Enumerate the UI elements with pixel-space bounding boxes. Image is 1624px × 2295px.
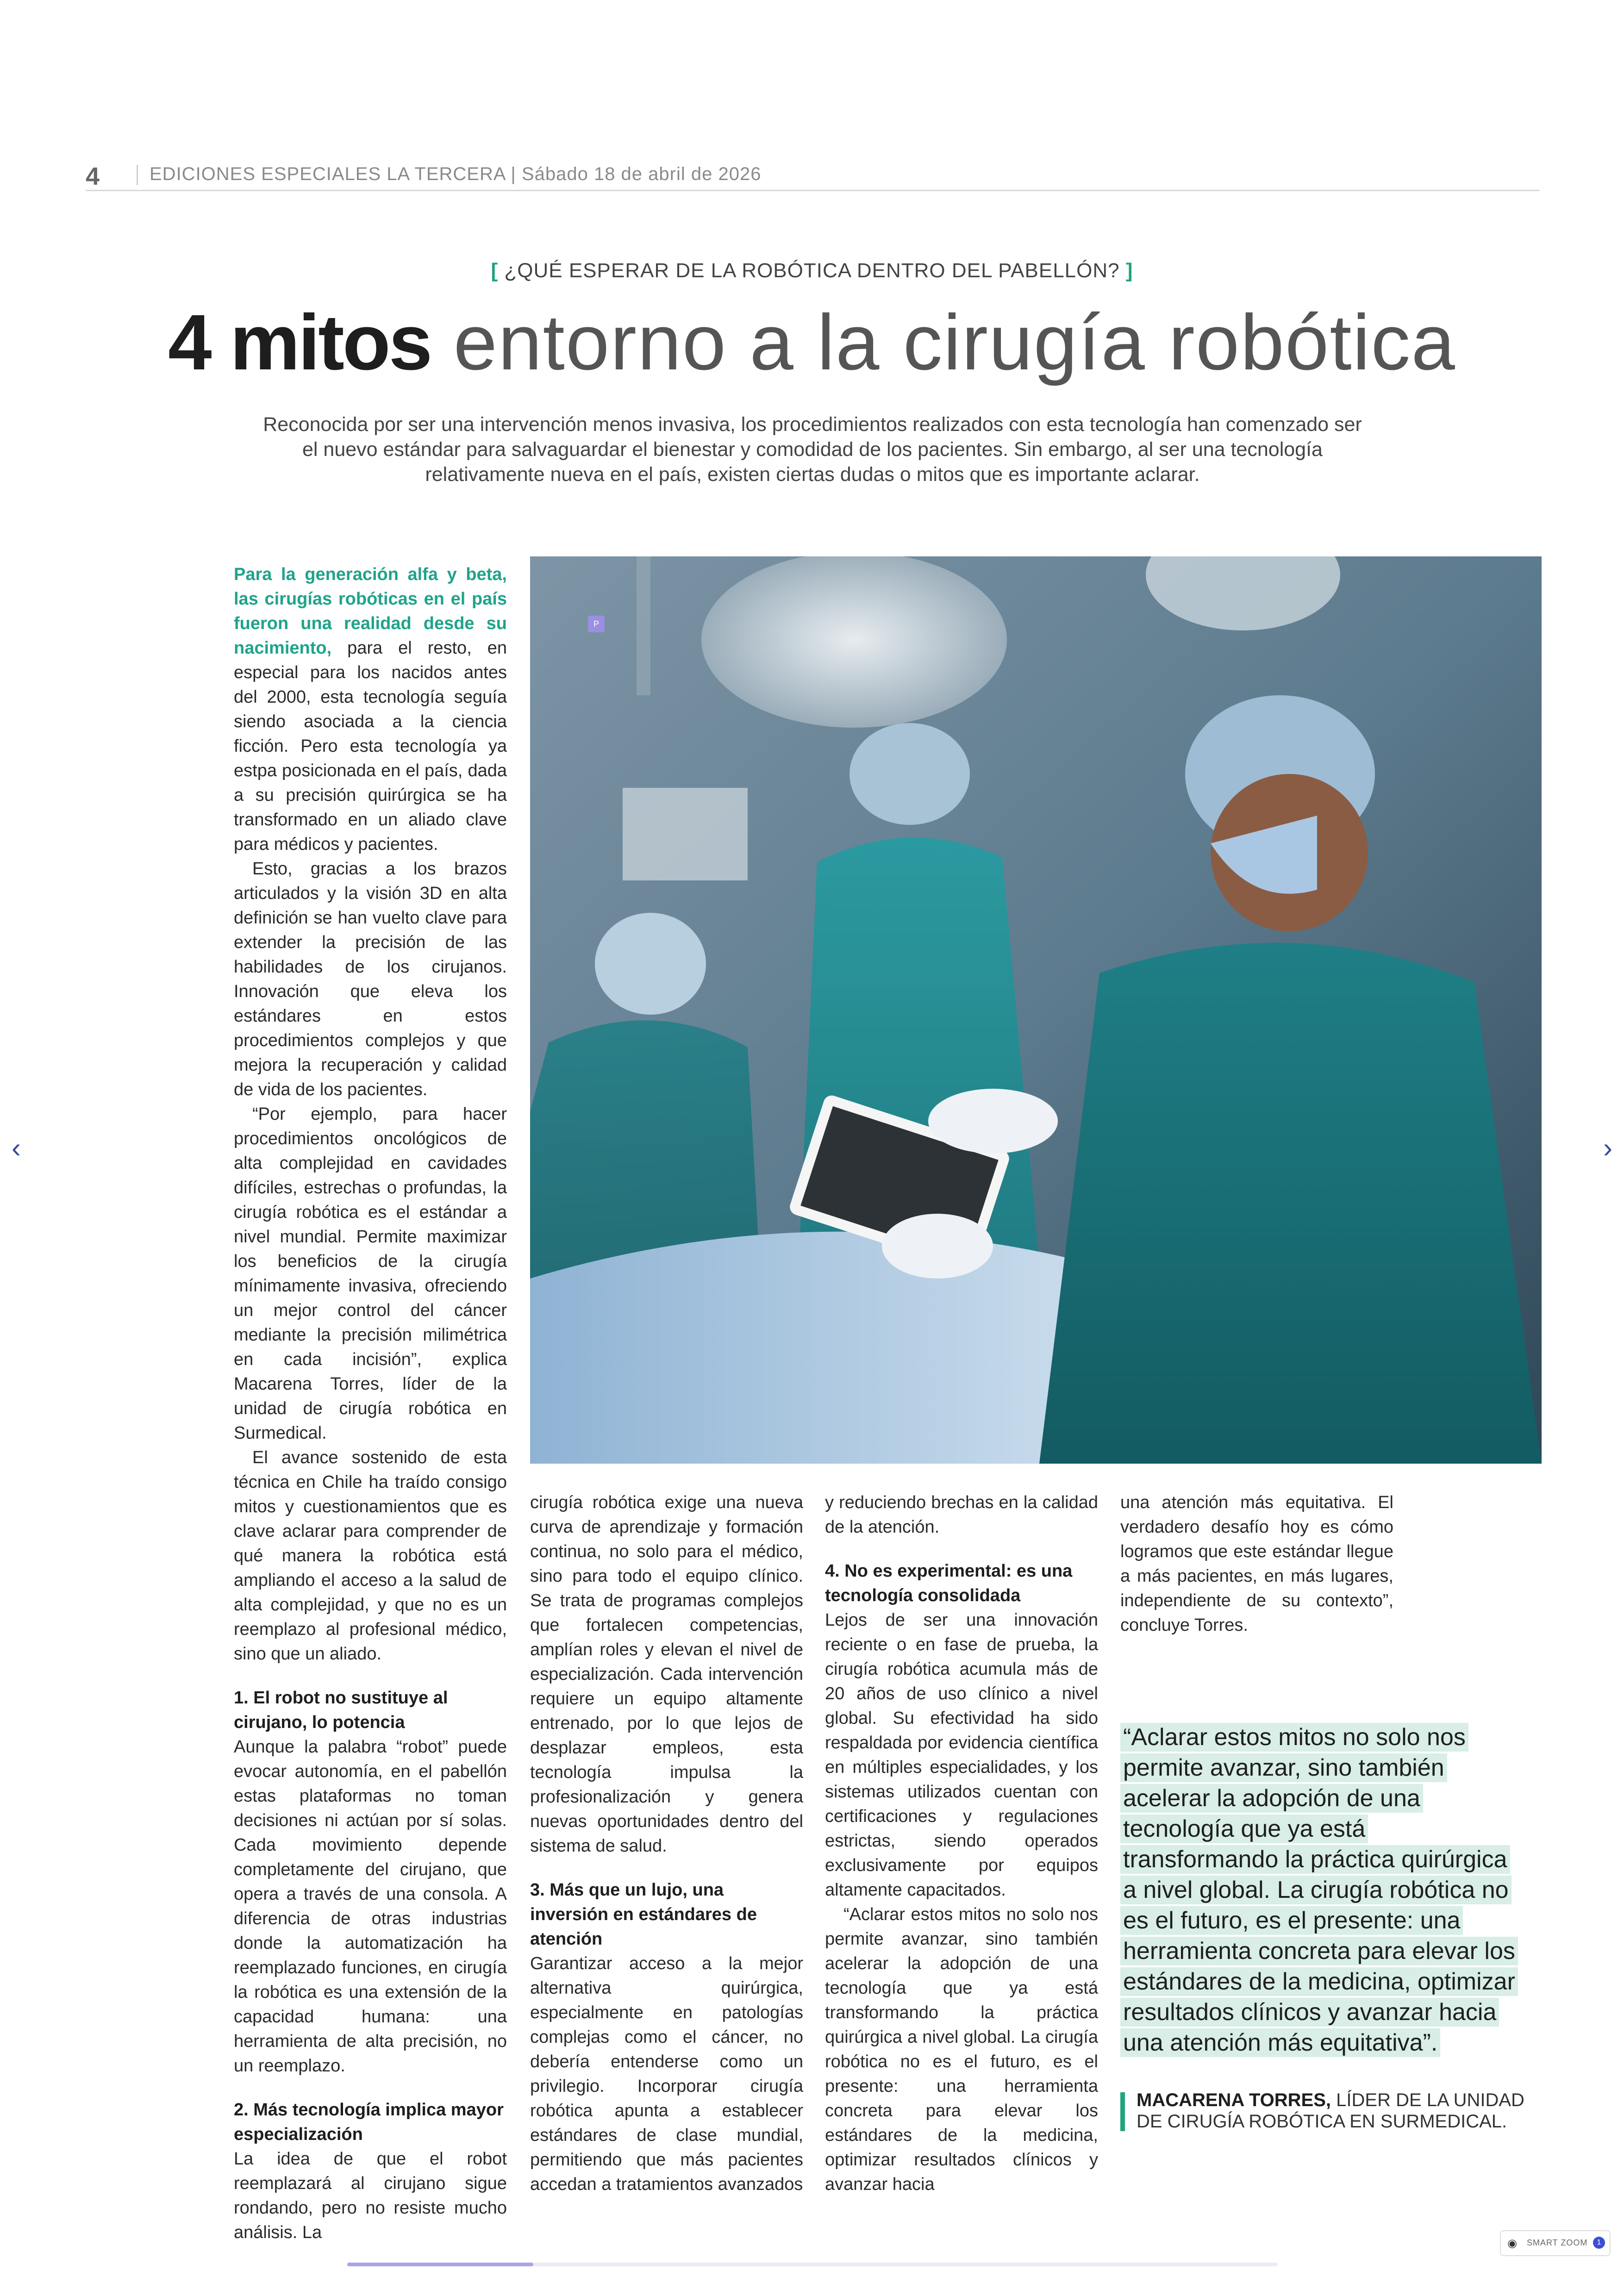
kicker-bracket-open: [ [491,259,499,282]
header-divider [137,165,138,185]
headline-light: entorno a la cirugía robótica [431,299,1456,387]
eye-icon: ◉ [1507,2237,1517,2250]
paragraph-1 [234,562,507,857]
page-progress-fill [347,2263,533,2266]
body-column-1 [234,562,507,2245]
smart-zoom-label: SMART ZOOM [1527,2238,1588,2247]
body-column-2 [530,1491,803,2197]
page-header [86,162,1539,191]
pull-quote-text: “Aclarar estos mitos no solo nos permite avanzar, sino también acelerar la adopción de una tecnología que ya está transformando la práctica quirúrgica a nivel global. La cirugía robótica no es el futuro, es el presente: una herramienta concreta para elevar los estándares de la medicina, optimizar resultados clínicos y avanzar hacia una atención más equitativa”. [1120,1723,1518,2057]
smart-zoom-button[interactable] [1500,2230,1611,2256]
headline [0,296,1624,389]
article-dek: Reconocida por ser una intervención menos invasiva, los procedimientos realizados con esta tecnología han comenzado ser el nuevo estándar para salvaguardar el bienestar y comodidad de los pacientes. Sin embargo, al ser una tecnología relativamente nueva en el país, existen ciertas dudas o mitos que es importante aclarar. [263,413,1362,486]
headline-bold: 4 mitos [168,299,431,387]
subhead-2: 2. Más tecnología implica mayor especialización [234,2100,504,2144]
lead-in: Para la generación alfa y beta, las cirugías robóticas en el país fueron una realidad desde su nacimiento, [234,565,507,658]
paragraph-9-end: una atención más equitativa. El verdadero desafío hoy es cómo logramos que este estándar llegue a más pacientes, en más lugares, independiente de su contexto”, concluye Torres. [1120,1493,1393,1635]
subhead-1: 1. El robot no sustituye al cirujano, lo potencia [234,1688,448,1732]
paragraph-8: Lejos de ser una innovación reciente o en fase de prueba, la cirugía robótica acumula más de 20 años de uso clínico a nivel global. Su efectividad ha sido respaldada por evidencia científica en múltiples especialidades, y los sistemas utilizados cuentan con certificaciones y regulaciones estrictas, siendo operados exclusivamente por equipos altamente capacitados. [825,1610,1098,1900]
paragraph-6-start: La idea de que el robot reemplazará al cirujano sigue rondando, pero no resiste mucho análisis. La [234,2149,507,2242]
body-column-4 [1120,1491,1393,1638]
quote-attribution [1137,2089,1544,2132]
quote-accent-bar [1120,2092,1125,2131]
body-column-3 [825,1491,1098,2197]
publication-line: EDICIONES ESPECIALES LA TERCERA | Sábado 18 de abril de 2026 [150,164,762,184]
page-number: 4 [86,162,100,190]
paragraph-5: Aunque la palabra “robot” puede evocar autonomía, en el pabellón estas plataformas no toman decisiones ni actúan por sí solas. Cada movimiento depende completamente del cirujano, que opera a través de una consola. A diferencia de otras industrias donde la automatización ha reemplazado funciones, en cirugía la robótica es una extensión de la capacidad humana: una herramienta de alta precisión, no un reemplazo. [234,1737,507,2076]
photo-overlay-badge[interactable]: P [588,616,605,632]
kicker-text: ¿QUÉ ESPERAR DE LA ROBÓTICA DENTRO DEL PABELLÓN? [498,259,1126,282]
attribution-name: MACARENA TORRES, [1137,2090,1331,2110]
paragraph-7-end: y reduciendo brechas en la calidad de la atención. [825,1493,1098,1537]
pull-quote [1120,1722,1518,2058]
kicker-bracket-close: ] [1125,259,1133,282]
attribution-role: LÍDER DE LA UNIDAD DE CIRUGÍA ROBÓTICA EN SURMEDICAL. [1137,2090,1524,2132]
paragraph-3: “Por ejemplo, para hacer procedimientos oncológicos de alta complejidad en cavidades difíciles, estrechas o profundas, la cirugía robótica es el estándar a nivel mundial. Permite maximizar los beneficios de la cirugía mínimamente invasiva, ofreciendo un mejor control del cáncer mediante la precisión milimétrica en cada incisión”, explica Macarena Torres, líder de la unidad de cirugía robótica en Surmedical. [234,1104,507,1443]
kicker [0,259,1624,282]
paragraph-1-text: para el resto, en especial para los nacidos antes del 2000, esta tecnología seguía siendo asociada a la ciencia ficción. Pero esta tecnología ya estpa posicionada en el país, dada a su precisión quirúrgica se ha transformado en un aliado clave para médicos y pacientes. [234,638,507,854]
paragraph-9-start: “Aclarar estos mitos no solo nos permite avanzar, sino también acelerar la adopción de una tecnología que ya está transformando la práctica quirúrgica a nivel global. La cirugía robótica no es el futuro, es el presente: una herramienta concreta para elevar los estándares de la medicina, optimizar resultados clínicos y avanzar hacia [825,1905,1098,2194]
previous-page-chevron-left-icon[interactable]: ‹ [12,1132,21,1163]
article-photo-surgeons [530,556,1542,1464]
paragraph-4: El avance sostenido de esta técnica en Chile ha traído consigo mitos y cuestionamientos que es clave aclarar para comprender de qué manera la robótica está ampliando el acceso a la salud de alta complejidad, y que no es un reemplazo al profesional médico, sino que un aliado. [234,1448,507,1664]
smart-zoom-count-badge: 1 [1593,2237,1605,2249]
paragraph-2: Esto, gracias a los brazos articulados y la visión 3D en alta definición se han vuelto clave para extender la precisión de las habilidades de los cirujanos. Innovación que eleva los estándares en estos procedimientos complejos y que mejora la recuperación y calidad de vida de los pacientes. [234,859,507,1099]
next-page-chevron-right-icon[interactable]: › [1603,1132,1612,1163]
paragraph-7-start: Garantizar acceso a la mejor alternativa quirúrgica, especialmente en patologías complejas como el cáncer, no debería entenderse como un privilegio. Incorporar cirugía robótica apunta a establecer estándares de clase mundial, permitiendo que más pacientes accedan a tratamientos avanzados [530,1954,803,2194]
subhead-4: 4. No es experimental: es una tecnología consolidada [825,1561,1073,1605]
subhead-3: 3. Más que un lujo, una inversión en estándares de atención [530,1880,757,1949]
paragraph-6-end: cirugía robótica exige una nueva curva de aprendizaje y formación continua, no solo para el médico, sino para todo el equipo clínico. Se trata de programas complejos que fortalecen competencias, amplían roles y elevan el nivel de especialización. Cada intervención requiere un equipo altamente entrenado, por lo que lejos de desplazar empleos, esta tecnología impulsa la profesionalización y genera nuevas oportunidades dentro del sistema de salud. [530,1493,803,1856]
